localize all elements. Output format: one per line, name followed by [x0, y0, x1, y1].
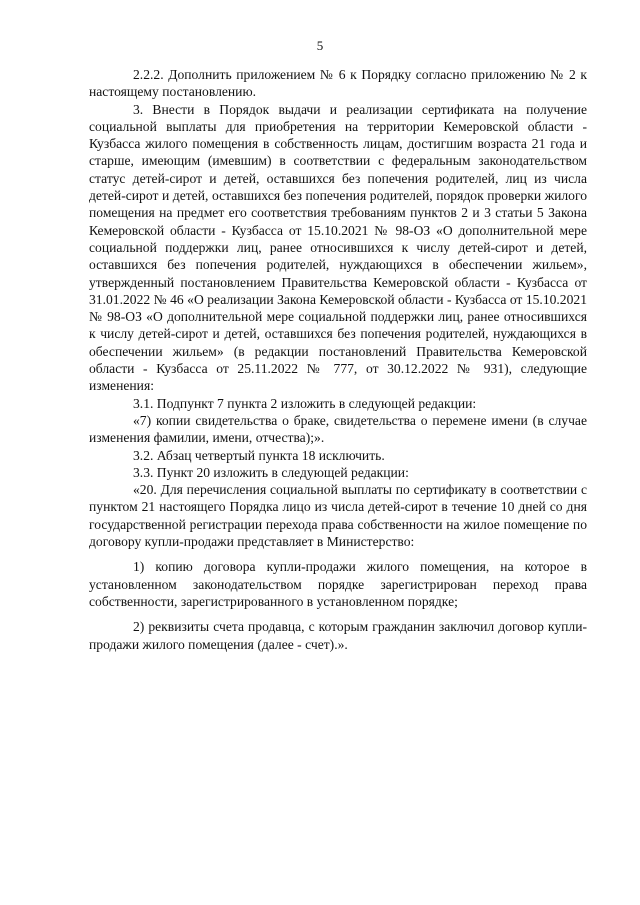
paragraph-2-2-2: 2.2.2. Дополнить приложением № 6 к Порядку согласно приложению № 2 к настоящему постановлению.: [89, 67, 587, 100]
paragraph-3-1-quote: «7) копии свидетельства о браке, свидетельства о перемене имени (в случае изменения фамилии, имени, отчества);».: [89, 412, 587, 446]
paragraph-20: «20. Для перечисления социальной выплаты по сертификату в соответствии с пунктом 21 настоящего Порядка лицо из числа детей-сирот в течение 10 дней со дня государственной регистрации перехода права собственности на жилое помещение по договору купли-продажи представляет в Министерство:: [89, 482, 587, 550]
paragraph-3-2: 3.2. Абзац четвертый пункта 18 исключить.: [133, 447, 385, 463]
paragraph-3-1: 3.1. Подпункт 7 пункта 2 изложить в следующей редакции:: [133, 395, 477, 411]
document-body: [89, 66, 587, 653]
page-number: 5: [316, 38, 324, 53]
paragraph-3: 3. Внести в Порядок выдачи и реализации сертификата на получение социальной выплаты для приобретения на территории Кемеровской области - Кузбасса жилого помещения в собственность лицам, достигшим возраста 21 года и старше, имеющим (имевшим) в соответствии с федеральным законодательством статус детей-сирот и детей, оставшихся без попечения родителей, лиц из числа детей-сирот и детей, оставшихся без попечения родителей, порядок проверки жилого помещения на предмет его соответствия требованиям пунктов 2 и 3 статьи 5 Закона Кемеровской области - Кузбасса от 15.10.2021 № 98-ОЗ «О дополнительной мере социальной поддержки лиц, ранее относившихся к числу детей-сирот и детей, оставшихся без попечения родителей, нуждающихся в обеспечении жильем», утвержденный постановлением Правительства Кемеровской области - Кузбасса от 31.01.2022 № 46 «О реализации Закона Кемеровской области - Кузбасса от 15.10.2021 № 98-ОЗ «О дополнительной мере социальной поддержки лиц, ранее относившихся к числу детей-сирот и детей, оставшихся без попечения родителей, нуждающихся в обеспечении жильем» (в редакции постановлений Правительства Кемеровской области - Кузбасса от 25.11.2022 № 777, от 30.12.2022 № 931), следующие изменения:: [89, 101, 587, 394]
paragraph-3-3: 3.3. Пункт 20 изложить в следующей редакции:: [133, 464, 409, 480]
paragraph-20-item-1: 1) копию договора купли-продажи жилого помещения, на которое в установленном законодательством порядке зарегистрирован переход права собственности, зарегистрированного в установленном порядке;: [89, 559, 587, 609]
paragraph-20-item-2: 2) реквизиты счета продавца, с которым гражданин заключил договор купли-продажи жилого помещения (далее - счет).».: [89, 619, 587, 652]
